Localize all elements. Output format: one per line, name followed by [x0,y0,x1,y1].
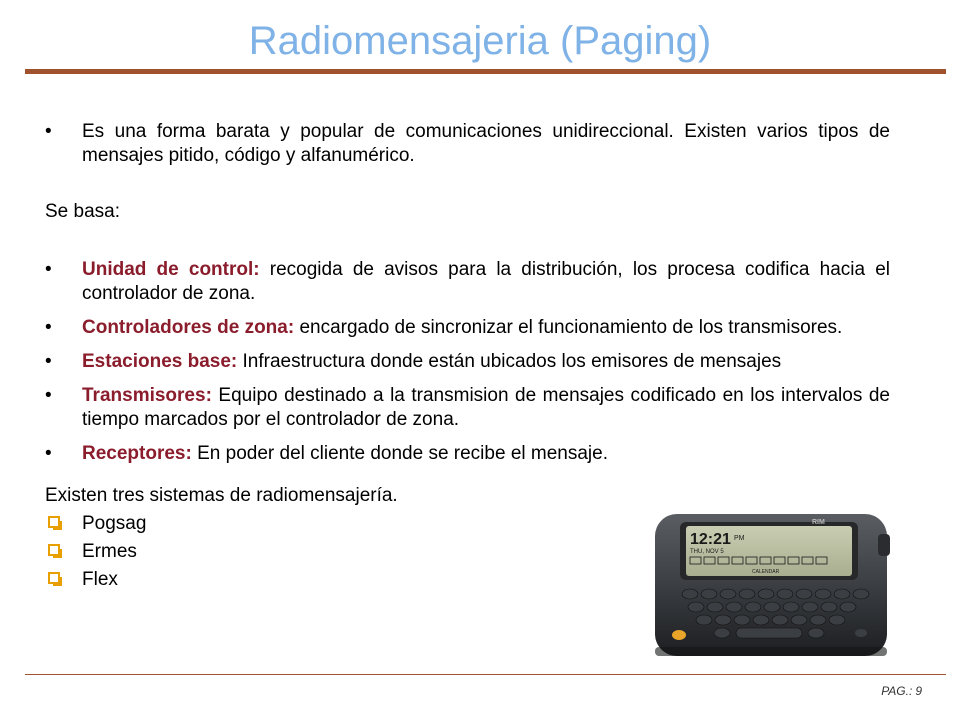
system-name: Pogsag [82,513,147,534]
component-term: Estaciones base: [82,351,238,372]
footer-divider [25,674,946,675]
systems-intro: Existen tres sistemas de radiomensajería. [45,485,398,506]
pager-device-image [652,510,897,660]
system-name: Flex [82,569,118,590]
page-label: PAG.: [881,684,913,698]
page-number [878,684,922,698]
intro-text: Es una forma barata y popular de comunicaciones unidireccional. Existen varios tipos de mensajes pitido, código y alfanumérico. [82,121,890,166]
component-text: recogida de avisos para la distribución, los procesa codifica hacia el controlador de zona. [82,259,891,304]
screen-date: THU, NOV 5 [690,549,724,555]
component-text: En poder del cliente donde se recibe el mensaje. [191,443,608,464]
side-wheel [878,534,890,556]
component-term: Unidad de control: [82,259,260,280]
checkbox-icon [48,572,60,584]
component-text: Equipo destinado a la transmision de mensajes codificado en los intervalos de tiempo marcados por el controlador de zona. [82,385,890,430]
component-bullet [45,316,890,340]
checkbox-icon [48,544,60,556]
se-basa-label: Se basa: [45,201,120,222]
component-text: Infraestructura donde están ubicados los emisores de mensajes [237,351,782,372]
screen-time: 12:21 [690,531,731,548]
bullet-dot: • [45,351,52,372]
checkbox-icon [48,516,60,528]
component-term: Controladores de zona: [82,317,295,338]
component-bullet [45,350,890,374]
orange-key [672,630,686,640]
bullet-dot: • [45,259,52,280]
component-bullet [45,258,890,306]
component-text: encargado de sincronizar el funcionamiento de los transmisores. [294,317,843,338]
device-bottom-edge [655,647,887,656]
component-bullet [45,442,890,466]
screen-menu-label: CALENDAR [752,569,780,575]
bullet-dot: • [45,385,52,406]
enter-key [855,629,867,637]
component-term: Transmisores: [82,385,212,406]
system-name: Ermes [82,541,137,562]
intro-bullet [45,120,890,168]
page-value: 9 [915,684,922,698]
title-divider [25,69,946,74]
bullet-dot: • [45,317,52,338]
bullet-dot: • [45,121,52,142]
bullet-dot: • [45,443,52,464]
component-bullet [45,384,890,432]
slide-title: Radiomensajeria (Paging) [248,19,712,63]
component-term: Receptores: [82,443,192,464]
brand-logo: RIM [812,519,825,526]
screen-ampm: PM [734,535,745,542]
